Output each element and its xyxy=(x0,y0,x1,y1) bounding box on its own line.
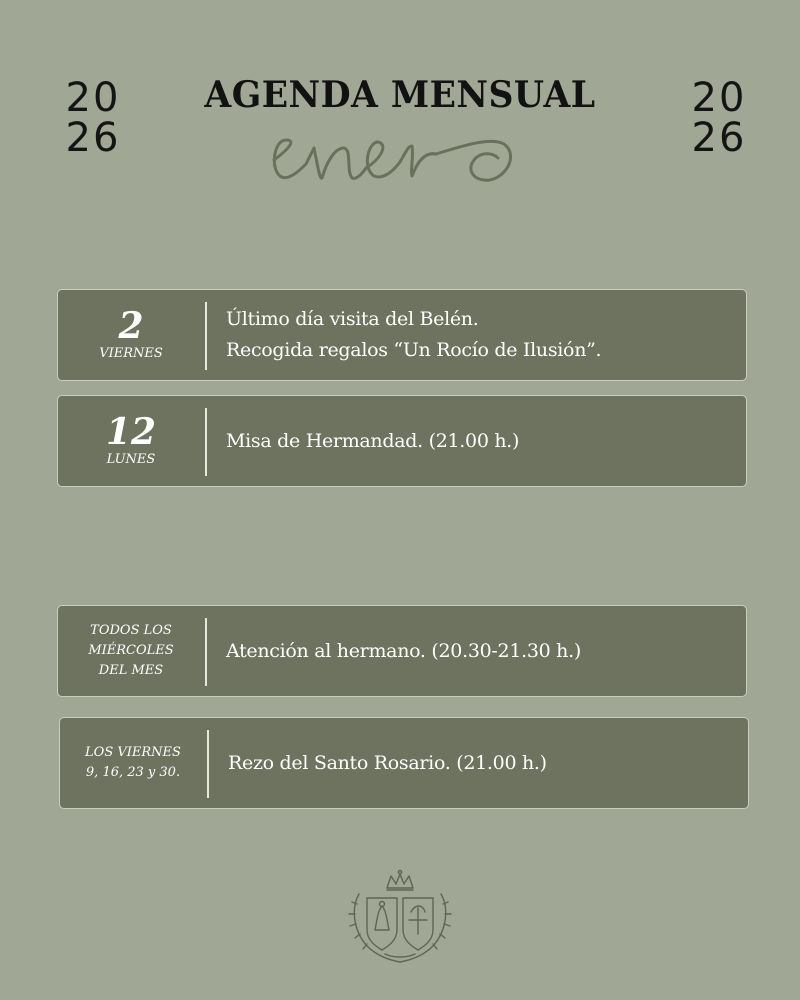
event-date xyxy=(58,290,204,380)
event-description xyxy=(226,290,601,380)
recurring-when-line: 9, 16, 23 y 30. xyxy=(85,765,181,780)
recurring-when xyxy=(60,718,206,808)
recurring-description xyxy=(226,606,581,696)
divider xyxy=(205,302,207,370)
event-weekday: LUNES xyxy=(106,452,156,467)
year-left-top: 20 xyxy=(65,75,121,121)
divider xyxy=(205,408,207,476)
recurring-when xyxy=(58,606,204,696)
month-script xyxy=(260,118,540,198)
recurring-text: Atención al hermano. (20.30-21.30 h.) xyxy=(226,639,581,662)
event-day-number: 2 xyxy=(118,305,144,347)
event-line: Misa de Hermandad. (21.00 h.) xyxy=(226,429,520,452)
event-card xyxy=(57,289,747,381)
event-description xyxy=(226,396,519,486)
year-right-bottom: 26 xyxy=(691,115,747,161)
recurring-card xyxy=(57,605,747,697)
divider xyxy=(205,618,207,686)
recurring-when-line: DEL MES xyxy=(98,663,164,678)
brotherhood-crest-icon xyxy=(345,868,455,968)
event-date xyxy=(58,396,204,486)
event-weekday: VIERNES xyxy=(99,346,163,361)
event-card xyxy=(57,395,747,487)
year-left-bottom: 26 xyxy=(65,115,121,161)
recurring-text: Rezo del Santo Rosario. (21.00 h.) xyxy=(228,751,547,774)
recurring-card xyxy=(59,717,749,809)
event-line: Recogida regalos “Un Rocío de Ilusión”. xyxy=(226,339,602,361)
month-label: enero xyxy=(260,118,263,119)
recurring-when-line: TODOS LOS xyxy=(90,623,172,638)
recurring-when-line: LOS VIERNES xyxy=(85,745,181,760)
page-title: AGENDA MENSUAL xyxy=(204,74,596,116)
event-day-number: 12 xyxy=(105,411,157,453)
divider xyxy=(207,730,209,798)
recurring-description xyxy=(228,718,547,808)
recurring-when-line: MIÉRCOLES xyxy=(88,643,174,658)
event-line: Último día visita del Belén. xyxy=(226,308,479,330)
year-right-top: 20 xyxy=(691,75,747,121)
